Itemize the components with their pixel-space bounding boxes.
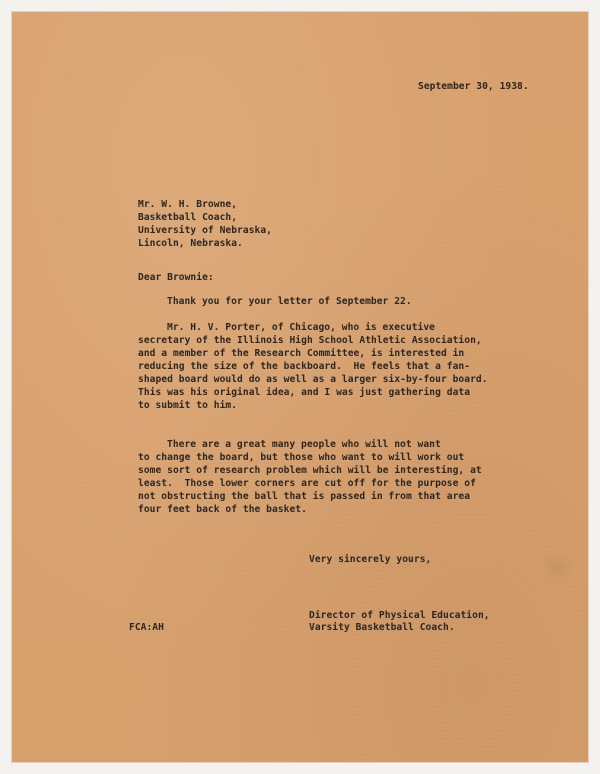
paragraph-3-line: not obstructing the ball that is passed in from that area bbox=[138, 491, 471, 502]
paragraph-2-line: secretary of the Illinois High School Athletic Association, bbox=[138, 335, 482, 346]
paragraph-2-line: Mr. H. V. Porter, of Chicago, who is executive bbox=[167, 322, 435, 333]
paragraph-2-line: and a member of the Research Committee, is interested in bbox=[138, 348, 465, 359]
recipient-institution: University of Nebraska, bbox=[138, 225, 272, 236]
closing: Very sincerely yours, bbox=[309, 554, 432, 565]
recipient-city: Lincoln, Nebraska. bbox=[138, 238, 243, 249]
paragraph-3-line: four feet back of the basket. bbox=[138, 504, 307, 515]
recipient-name: Mr. W. H. Browne, bbox=[138, 199, 238, 210]
paragraph-3-line: There are a great many people who will not want bbox=[167, 439, 441, 450]
signature-title-1: Director of Physical Education, bbox=[309, 610, 490, 621]
paragraph-3-line: least. Those lower corners are cut off for the purpose of bbox=[138, 478, 476, 489]
typist-initials: FCA:AH bbox=[129, 622, 164, 633]
paragraph-1: Thank you for your letter of September 22. bbox=[167, 296, 412, 307]
paragraph-2-line: shaped board would do as well as a larger six-by-four board. bbox=[138, 374, 488, 385]
paper-stain bbox=[542, 550, 574, 584]
paragraph-2-line: to submit to him. bbox=[138, 400, 238, 411]
recipient-title: Basketball Coach, bbox=[138, 212, 238, 223]
letter-page bbox=[12, 12, 588, 762]
letter-date: September 30, 1938. bbox=[418, 81, 529, 92]
paragraph-2-line: reducing the size of the backboard. He feels that a fan- bbox=[138, 361, 471, 372]
paragraph-3-line: to change the board, but those who want to will work out bbox=[138, 452, 465, 463]
paragraph-3-line: some sort of research problem which will be interesting, at bbox=[138, 465, 482, 476]
salutation: Dear Brownie: bbox=[138, 272, 214, 283]
signature-title-2: Varsity Basketball Coach. bbox=[309, 622, 455, 633]
paragraph-2-line: This was his original idea, and I was just gathering data bbox=[138, 387, 471, 398]
